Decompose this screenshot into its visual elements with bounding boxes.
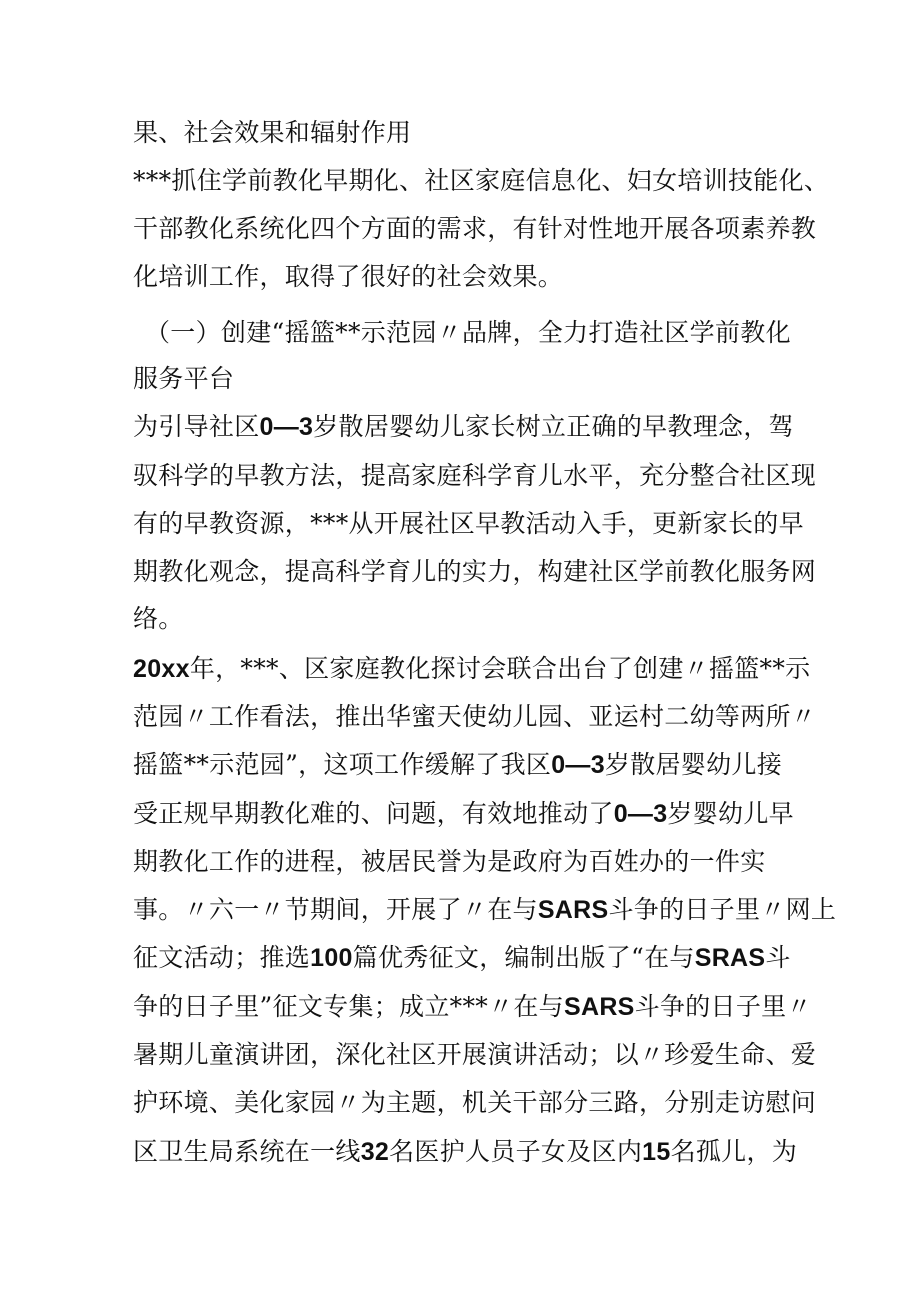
text-line: 范园〃工作看法，推出华蜜天使幼儿园、亚运村二幼等两所〃 xyxy=(133,702,817,731)
text-line: 区卫生局系统在一线32名医护人员子女及区内15名孤儿，为 xyxy=(133,1137,798,1166)
text-line: 受正规早期教化难的、问题，有效地推动了0—3岁婴幼儿早 xyxy=(133,799,794,828)
text-line: 摇篮**示范园”，这项工作缓解了我区0—3岁散居婴幼儿接 xyxy=(133,750,783,779)
section-heading-line: （一）创建“摇篮**示范园〃品牌，全力打造社区学前教化 xyxy=(145,318,791,347)
text-line: 干部教化系统化四个方面的需求，有针对性地开展各项素养教 xyxy=(133,214,817,243)
text-line: 事。〃六一〃节期间，开展了〃在与SARS斗争的日子里〃网上 xyxy=(133,895,837,924)
section-heading-line: 服务平台 xyxy=(133,364,235,393)
text-line: 暑期儿童演讲团，深化社区开展演讲活动；以〃珍爱生命、爱 xyxy=(133,1040,817,1069)
text-line: 期教化工作的进程，被居民誉为是政府为百姓办的一件实 xyxy=(133,847,766,876)
text-line: 征文活动；推选100篇优秀征文，编制出版了“在与SRAS斗 xyxy=(133,943,791,972)
text-line: 果、社会效果和辐射作用 xyxy=(133,118,412,147)
text-line: 争的日子里”征文专集；成立***〃在与SARS斗争的日子里〃 xyxy=(133,992,812,1021)
text-line: ***抓住学前教化早期化、社区家庭信息化、妇女培训技能化、 xyxy=(133,166,830,195)
text-line: 络。 xyxy=(133,604,184,633)
text-line: 化培训工作，取得了很好的社会效果。 xyxy=(133,262,564,291)
text-line: 驭科学的早教方法，提高家庭科学育儿水平，充分整合社区现 xyxy=(133,461,817,490)
text-line: 护环境、美化家园〃为主题，机关干部分三路，分别走访慰问 xyxy=(133,1088,817,1117)
text-line: 20xx年，***、区家庭教化探讨会联合出台了创建〃摇篮**示 xyxy=(133,654,811,683)
text-line: 期教化观念，提高科学育儿的实力，构建社区学前教化服务网 xyxy=(133,557,817,586)
text-line: 为引导社区0—3岁散居婴幼儿家长树立正确的早教理念，驾 xyxy=(133,412,794,441)
text-line: 有的早教资源，***从开展社区早教活动入手，更新家长的早 xyxy=(133,509,804,538)
